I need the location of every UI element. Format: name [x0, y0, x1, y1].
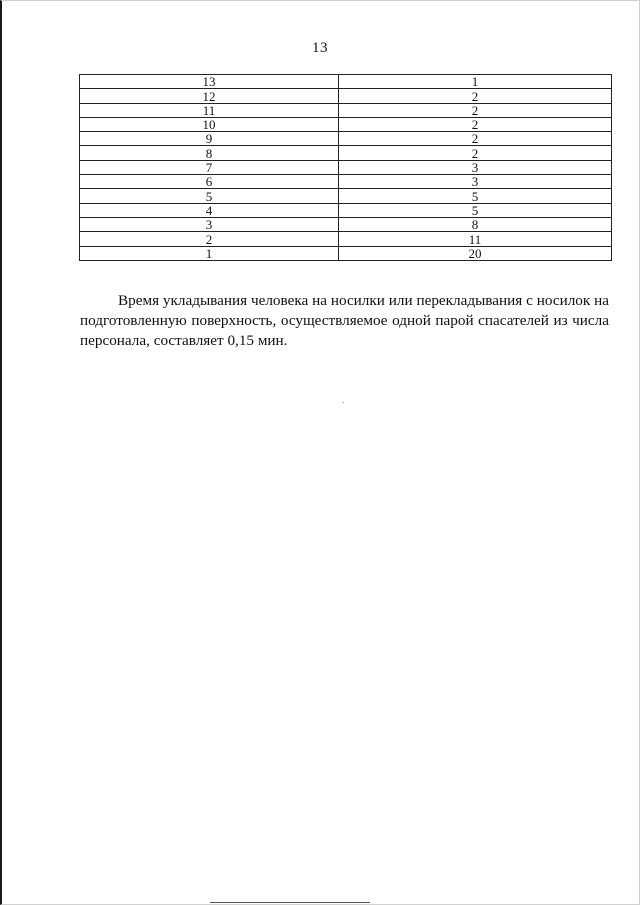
table-cell-left: 6	[80, 175, 339, 189]
table-cell-left: 9	[80, 132, 339, 146]
table-cell-right: 1	[339, 75, 612, 89]
table-cell-right: 8	[339, 217, 612, 231]
table-cell-left: 3	[80, 217, 339, 231]
table-row	[80, 189, 612, 203]
table-cell-right: 20	[339, 246, 612, 260]
table-cell-right: 2	[339, 117, 612, 131]
table-cell-left: 4	[80, 203, 339, 217]
table-cell-right: 2	[339, 146, 612, 160]
table-cell-left: 8	[80, 146, 339, 160]
table-row	[80, 75, 612, 89]
table-row	[80, 89, 612, 103]
table-row	[80, 246, 612, 260]
table-cell-right: 3	[339, 175, 612, 189]
table-cell-left: 2	[80, 232, 339, 246]
table-row	[80, 132, 612, 146]
table-cell-right: 2	[339, 103, 612, 117]
table-cell-left: 10	[80, 117, 339, 131]
table-row	[80, 217, 612, 231]
scan-speck	[343, 402, 344, 403]
table-cell-left: 13	[80, 75, 339, 89]
table-cell-left: 12	[80, 89, 339, 103]
body-paragraph: Время укладывания человека на носилки или перекладывания с носилок на подготовленную поверхность, осуществляемое одной парой спасателей из числа персонала, составляет 0,15 мин.	[80, 292, 609, 349]
page-number: 13	[312, 40, 328, 56]
table-row	[80, 203, 612, 217]
table-cell-right: 5	[339, 189, 612, 203]
table-cell-left: 7	[80, 160, 339, 174]
table-body	[80, 75, 612, 261]
table-cell-right: 2	[339, 89, 612, 103]
table-cell-right: 5	[339, 203, 612, 217]
scan-edge-line	[210, 902, 370, 903]
table-row	[80, 117, 612, 131]
data-table	[79, 74, 612, 261]
table-row	[80, 232, 612, 246]
table-row	[80, 160, 612, 174]
table-cell-right: 3	[339, 160, 612, 174]
table-cell-right: 2	[339, 132, 612, 146]
table-cell-left: 11	[80, 103, 339, 117]
table-cell-left: 5	[80, 189, 339, 203]
table-cell-right: 11	[339, 232, 612, 246]
table-row	[80, 146, 612, 160]
table-row	[80, 175, 612, 189]
table-row	[80, 103, 612, 117]
table-cell-left: 1	[80, 246, 339, 260]
